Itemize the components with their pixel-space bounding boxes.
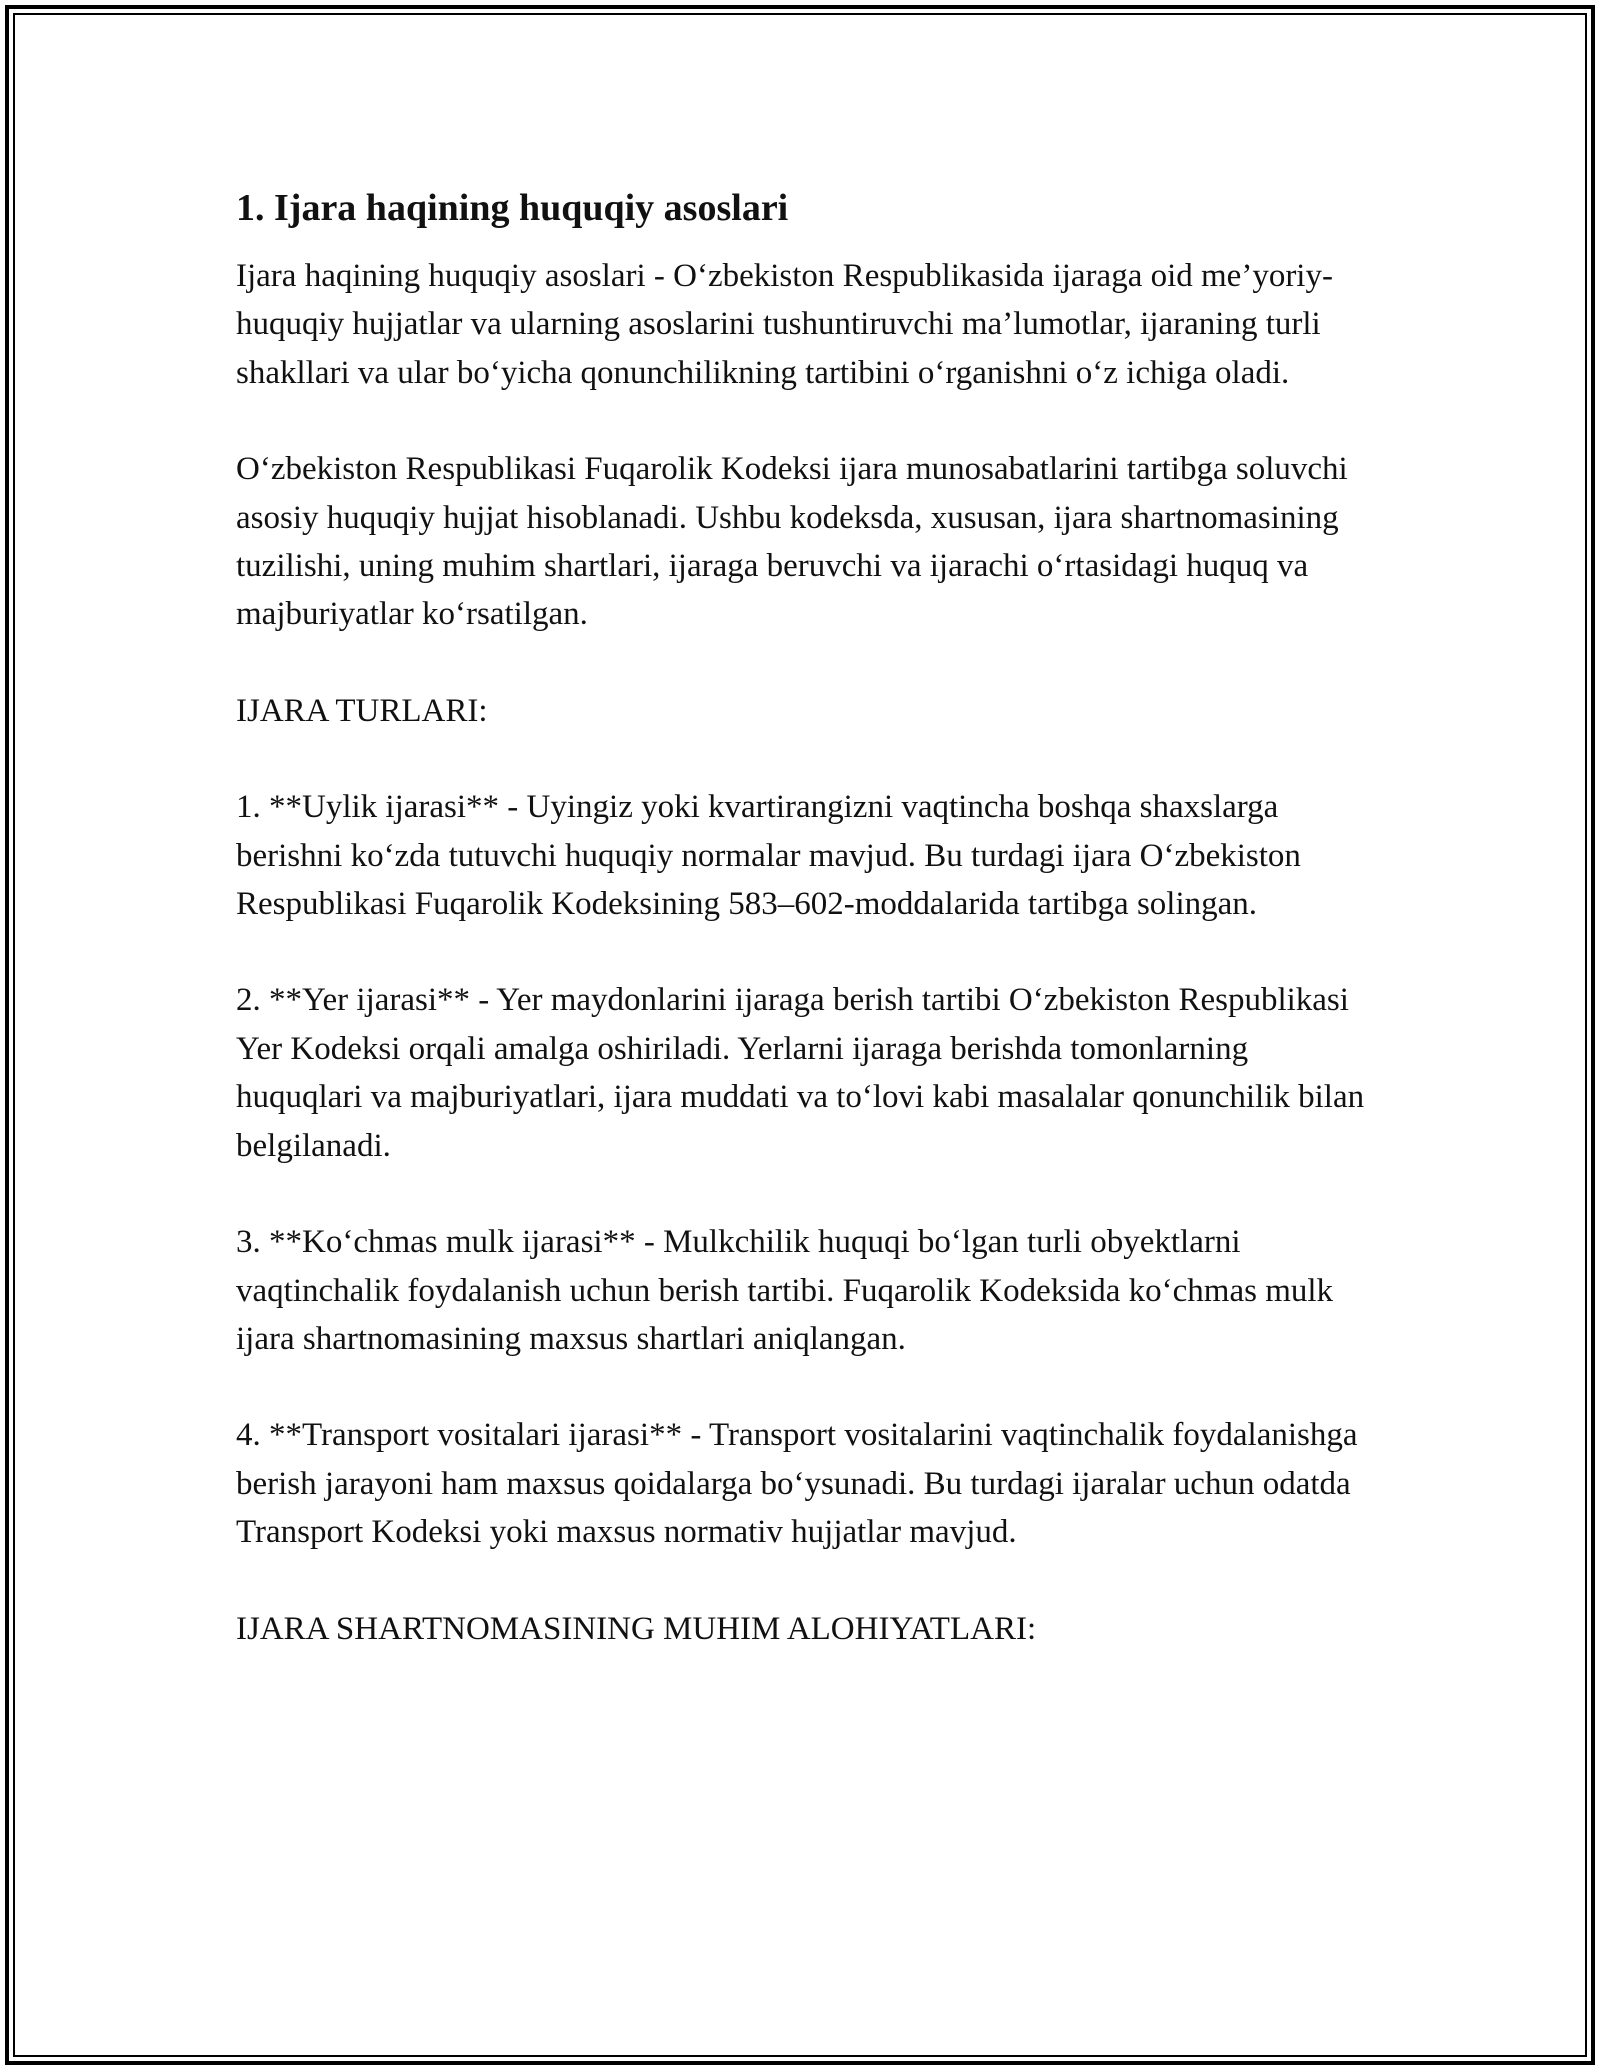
section-heading: 1. Ijara haqining huquqiy asoslari bbox=[236, 187, 789, 229]
document-body bbox=[236, 184, 1376, 1701]
list-item-vehicle-rent: 4. **Transport vositalari ijarasi** - Transport vositalarini vaqtinchalik foydalanishga berish jarayoni ham maxsus qoidalarga bo‘ysunadi. Bu turdagi ijaralar uchun odatda Transport Kodeksi yoki maxsus normativ hujjatlar mavjud. bbox=[236, 1417, 1358, 1551]
rent-types-heading: IJARA TURLARI: bbox=[236, 692, 488, 729]
civil-code-paragraph: O‘zbekiston Respublikasi Fuqarolik Kodeksi ijara munosabatlarini tartibga soluvchi asosiy huquqiy hujjat hisoblanadi. Ushbu kodeksda, xususan, ijara shartnomasining tuzilishi, uning muhim shartlari, ijaraga beruvchi va ijarachi o‘rtasidagi huquq va majburiyatlar ko‘rsatilgan. bbox=[236, 451, 1348, 633]
list-item-real-estate-rent: 3. **Ko‘chmas mulk ijarasi** - Mulkchilik huquqi bo‘lgan turli obyektlarni vaqtinchalik foydalanish uchun berish tartibi. Fuqarolik Kodeksida ko‘chmas mulk ijara shartnomasining maxsus shartlari aniqlangan. bbox=[236, 1224, 1334, 1357]
intro-paragraph: Ijara haqining huquqiy asoslari - O‘zbekiston Respublikasida ijaraga oid me’yoriy-huquqiy hujjatlar va ularning asoslarini tushuntiruvchi ma’lumotlar, ijaraning turli shakllari va ular bo‘yicha qonunchilikning tartibini o‘rganishni o‘z ichiga oladi. bbox=[236, 258, 1333, 391]
contract-features-heading: IJARA SHARTNOMASINING MUHIM ALOHIYATLARI: bbox=[236, 1610, 1037, 1647]
list-item-land-rent: 2. **Yer ijarasi** - Yer maydonlarini ijaraga berish tartibi O‘zbekiston Respublikasi Yer Kodeksi orqali amalga oshiriladi. Yerlarni ijaraga berishda tomonlarning huquqlari va majburiyatlari, ijara muddati va to‘lovi kabi masalalar qonunchilik bilan belgilanadi. bbox=[236, 982, 1365, 1164]
list-item-housing-rent: 1. **Uylik ijarasi** - Uyingiz yoki kvartirangizni vaqtincha boshqa shaxslarga berishni ko‘zda tutuvchi huquqiy normalar mavjud. Bu turdagi ijara O‘zbekiston Respublikasi Fuqarolik Kodeksining 583–602-moddalarida tartibga solingan. bbox=[236, 789, 1301, 923]
